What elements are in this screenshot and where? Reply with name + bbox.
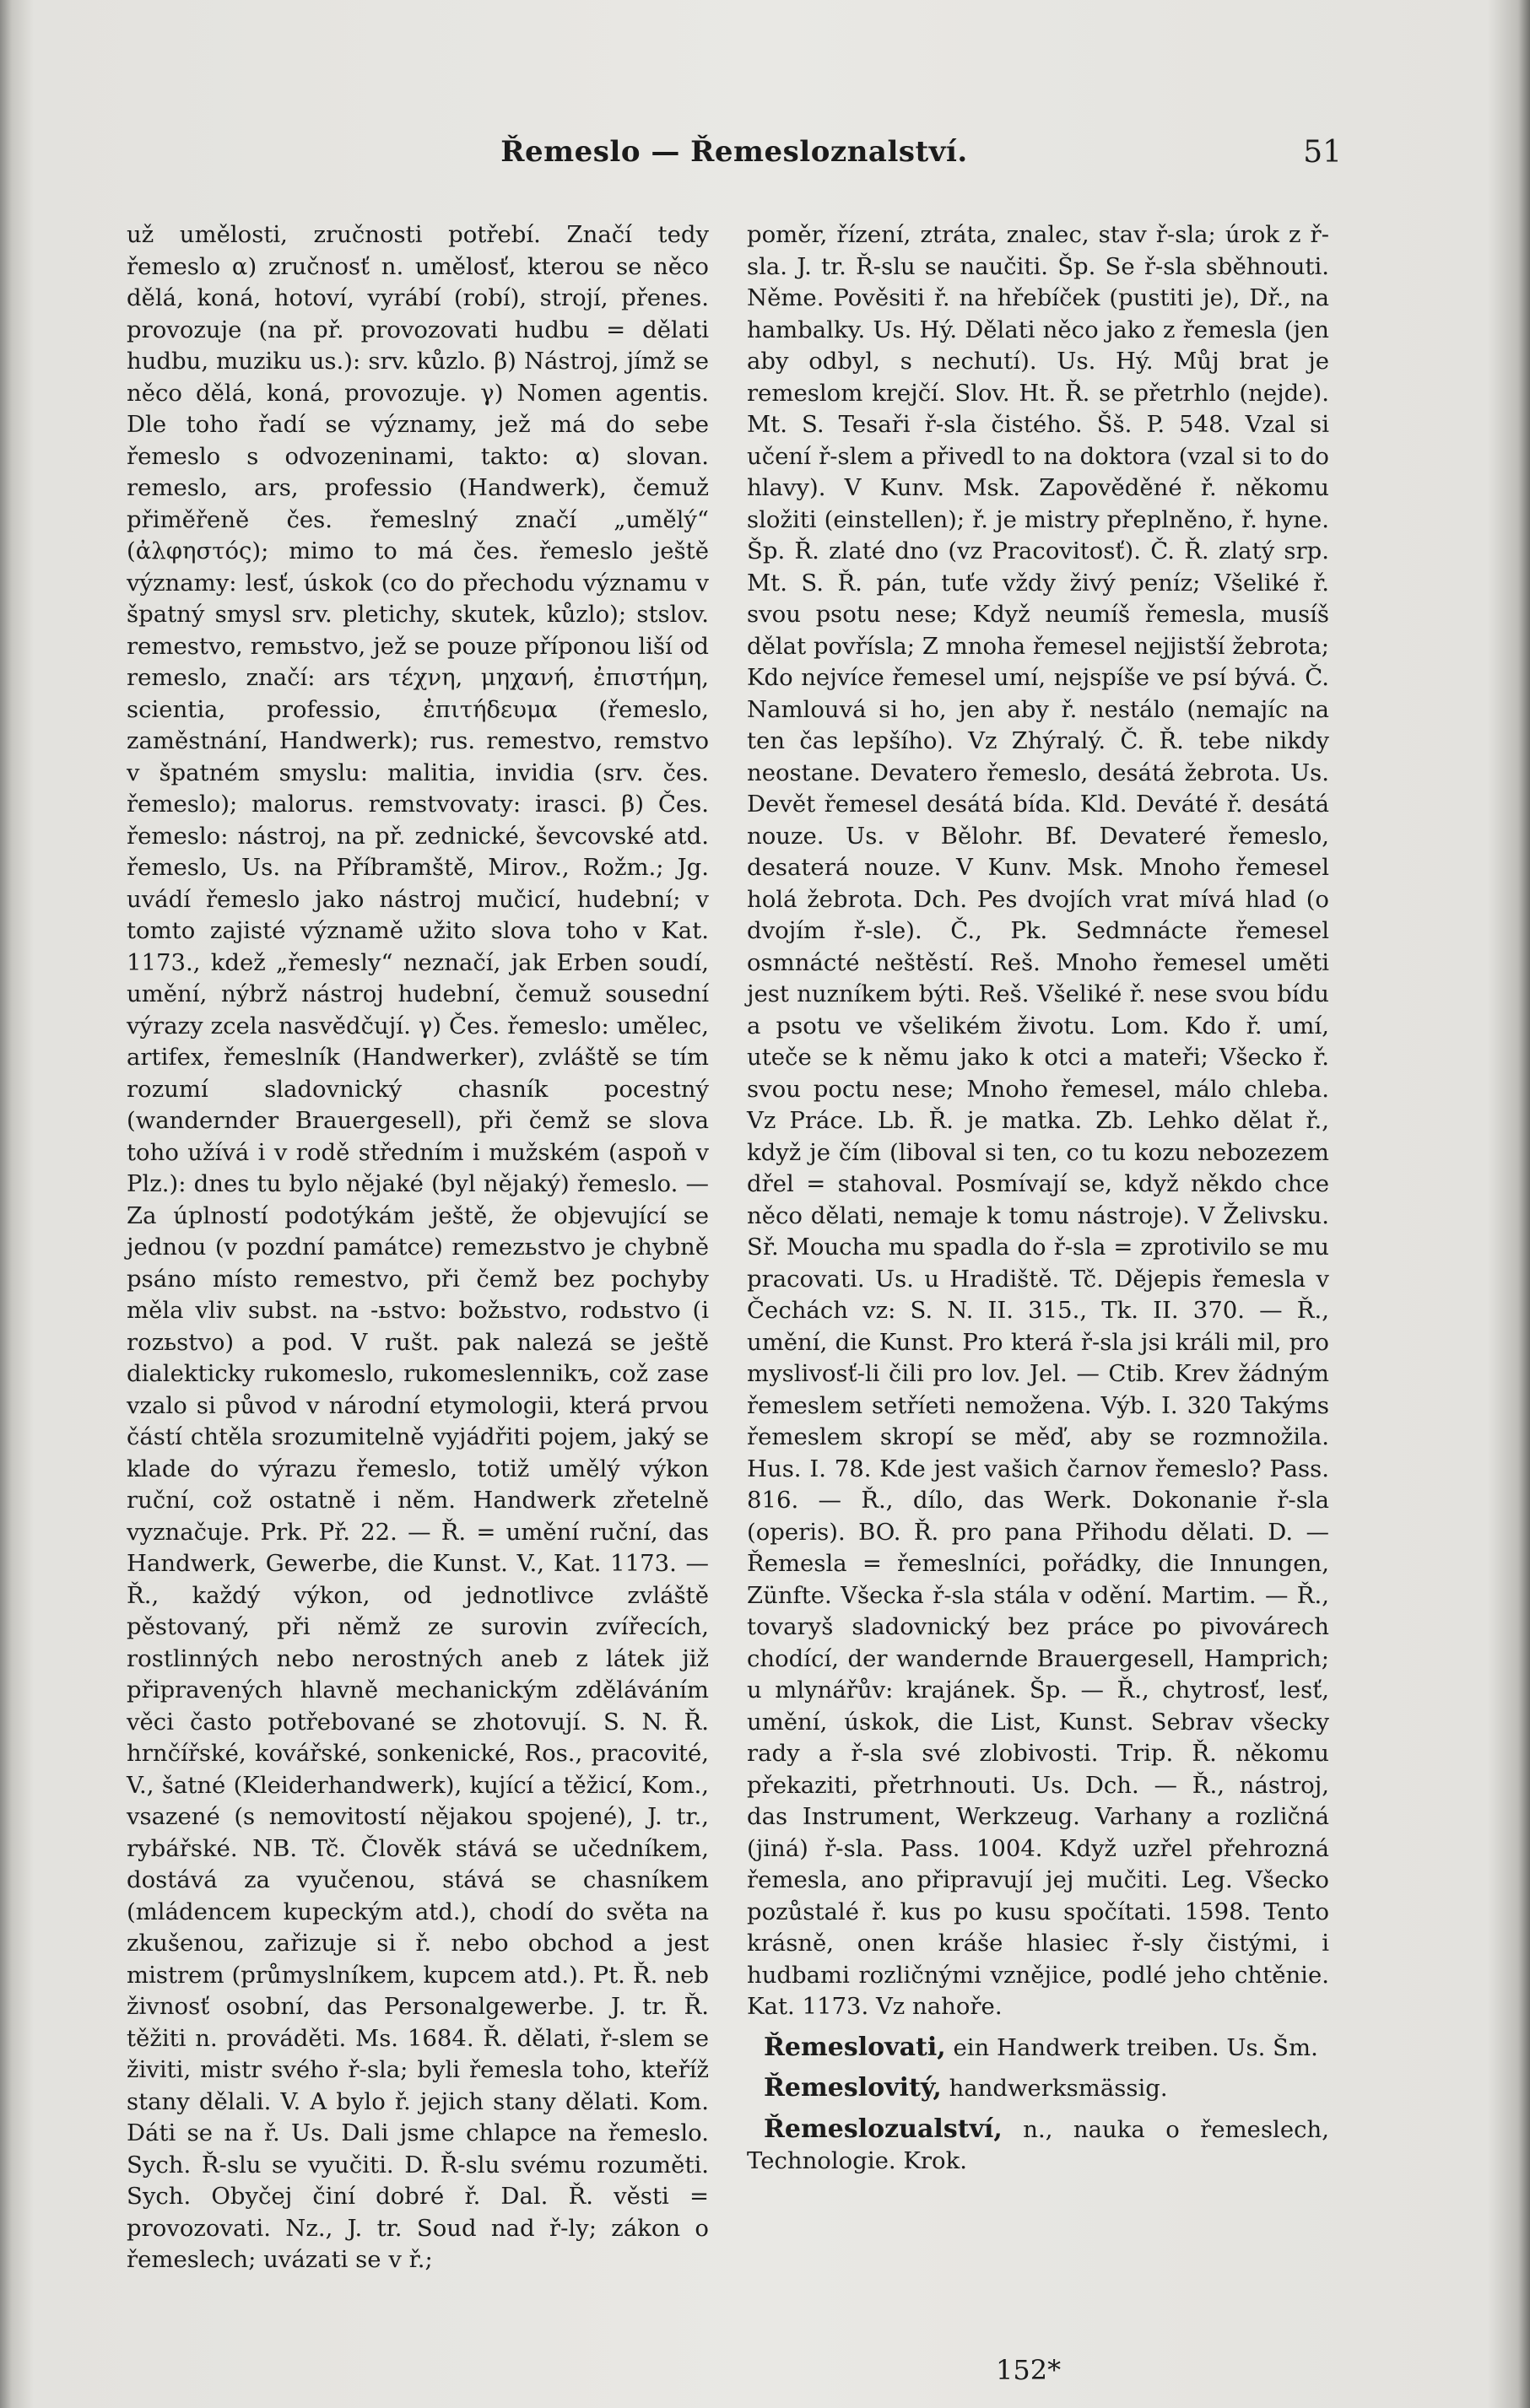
page-number: 51 xyxy=(1303,135,1342,170)
definition: handwerksmässig. xyxy=(949,2075,1168,2102)
left-column-text: už umělosti, zručnosti potřebí. Značí tedy řemeslo α) zručnosť n. umělosť, kterou se něco dělá, koná, hotoví, vyrábí (robí), strojí, přenes. provozuje (na př. provozovati hudbu = dělati hudbu, muziku us.): srv. kůzlo. β) Nástroj, jímž se něco dělá, koná, provozuje. γ) Nomen agentis. Dle toho řadí se významy, jež má do sebe řemeslo s odvozeninami, takto: α) slovan. remeslo, ars, professio (Handwerk), čemuž přiměřeně čes. řemeslný značí „umělý“ (ἀλφηστός); mimo to má čes. řemeslo ještě významy: lesť, úskok (co do přechodu významu v špatný smysl srv. pletichy, skutek, kůzlo); stslov. remestvo, remьstvo, jež se pouze příponou liší od remeslo, značí: ars τέχνη, μηχανή, ἐπιστήμη, scientia, professio, ἐπιτήδευμα (řemeslo, zaměstnání, Handwerk); rus. remestvo, remstvo v špatném smyslu: malitia, invidia (srv. čes. řemeslo); malorus. remstvovaty: irasci. β) Čes. řemeslo: nástroj, na př. zednické, ševcovské atd. řemeslo, Us. na Příbramště, Mirov., Rožm.; Jg. uvádí řemeslo jako nástroj mučicí, hudební; v tomto zajisté významě užito slova toho v Kat. 1173., kdež „řemesly“ neznačí, jak Erben soudí, umění, nýbrž nástroj hudební, čemuž sousední výrazy zcela nasvědčují. γ) Čes. řemeslo: umělec, artifex, řemeslník (Handwerker), zvláště se tím rozumí sladovnický chasník pocestný (wandernder Brauergesell), při čemž se slova toho užívá i v rodě středním i mužském (aspoň v Plz.): dnes tu bylo nějaké (byl nějaký) řemeslo. — Za úplností podotýkám ještě, že objevující se jednou (v pozdní památce) remezьstvo je chybně psáno místo remestvo, při čemž bez pochyby měla vliv subst. na -ьstvo: božьstvo, rodьstvo (i rozьstvo) a pod. V rušt. pak nalezá se ještě dialekticky rukomeslo, rukomeslennikъ, což zase vzalo si původ v národní etymologii, která prvou částí chtěla srozumitelně vyjádřiti pojem, jaký se klade do výrazu řemeslo, totiž umělý výkon ruční, což ostatně i něm. Handwerk zřetelně vyznačuje. Prk. Př. 22. — Ř. = umění ruční, das Handwerk, Gewerbe, die Kunst. V., Kat. 1173. — Ř., každý výkon, od jednotlivce zvláště pěstovaný, při němž ze surovin zvířecích, rostlinných nebo nerostných aneb z látek již připravených hlavně mechanickým zděláváním věci často potřebované se zhotovují. S. N. Ř. hrnčířské, kovářské, sonkenické, Ros., pracovité, V., šatné (Kleiderhandwerk), kující a těžicí, Kom., vsazené (s nemovitostí nějakou spojené), J. tr., rybářské. NB. Tč. Člověk stává se učedníkem, dostává za vyučenou, stává se chasníkem (mládencem kupeckým atd.), chodí do světa na zkušenou, zařizuje si ř. nebo obchod a jest mistrem (průmyslníkem, kupcem atd.). Pt. Ř. neb živnosť osobní, das Personalgewerbe. J. tr. Ř. těžiti n. prováděti. Ms. 1684. Ř. dělati, ř-slem se živiti, mistr svého ř-sla; byli řemesla toho, kteříž stany dělali. V. A bylo ř. jejich stany dělati. Kom. Dáti se na ř. Us. Dali jsme chlapce na řemeslo. Sych. Ř-slu se vyučiti. D. Ř-slu svému rozuměti. Sych. Obyčej činí dobré ř. Dal. Ř. věsti = provozovati. Nz., J. tr. Soud nad ř-ly; zákon o řemeslech; uvázati se v ř.; xyxy=(127,221,709,2273)
right-column xyxy=(747,219,1329,2178)
headword: Řemeslovitý, xyxy=(764,2073,942,2103)
entry-remeslozualstvi xyxy=(747,2114,1329,2178)
printer-signature-mark: 152* xyxy=(996,2354,1062,2386)
definition: ein Handwerk treiben. Us. Šm. xyxy=(953,2033,1318,2061)
entry-remeslovati xyxy=(747,2032,1329,2065)
left-column xyxy=(127,219,709,2276)
running-head-title: Řemeslo — Řemesloznalství. xyxy=(500,135,968,169)
definition: n., nauka o řemeslech, Technologie. Krok. xyxy=(747,2115,1329,2174)
headword: Řemeslovati, xyxy=(764,2032,946,2062)
running-head xyxy=(127,127,1342,177)
headword: Řemeslozualství, xyxy=(764,2114,1003,2144)
right-column-text: poměr, řízení, ztráta, znalec, stav ř-sla; úrok z ř-sla. J. tr. Ř-slu se naučiti. Šp. Se ř-sla sběhnouti. Něme. Pověsiti ř. na hřebíček (pustiti je), Dř., na hambalky. Us. Hý. Dělati něco jako z řemesla (jen aby odbyl, s nechutí). Us. Hý. Můj brat je remeslom krejčí. Slov. Ht. Ř. se přetrhlo (nejde). Mt. S. Tesaři ř-sla čistého. Šš. P. 548. Vzal si učení ř-slem a přivedl to na doktora (vzal si to do hlavy). V Kunv. Msk. Zapověděné ř. někomu složiti (einstellen); ř. je mistry přeplněno, ř. hyne. Šp. Ř. zlaté dno (vz Pracovitosť). Č. Ř. zlatý srp. Mt. S. Ř. pán, tuťe vždy živý peníz; Všeliké ř. svou psotu nese; Když neumíš řemesla, musíš dělat povřísla; Z mnoha řemesel nejjistší žebrota; Kdo nejvíce řemesel umí, nejspíše ve psí bývá. Č. Namlouvá si ho, jen aby ř. nestálo (nemajíc na ten čas lepšího). Vz Zhýralý. Č. Ř. tebe nikdy neostane. Devatero řemeslo, desátá žebrota. Us. Devět řemesel desátá bída. Kld. Deváté ř. desátá nouze. Us. v Bělohr. Bf. Devateré řemeslo, desaterá nouze. V Kunv. Msk. Mnoho řemesel holá žebrota. Dch. Pes dvojích vrat mívá hlad (o dvojím ř-sle). Č., Pk. Sedmnácte řemesel osmnácté neštěstí. Reš. Mnoho řemesel uměti jest nuzníkem býti. Reš. Všeliké ř. nese svou bídu a psotu ve všelikém životu. Lom. Kdo ř. umí, uteče se k němu jako k otci a mateři; Všecko ř. svou poctu nese; Mnoho řemesel, málo chleba. Vz Práce. Lb. Ř. je matka. Zb. Lehko dělat ř., když je čím (liboval si ten, co tu kozu nebozezem dřel = stahoval. Posmívají se, když někdo chce něco dělati, nemaje k tomu nástroje). V Želivsku. Sř. Moucha mu spadla do ř-sla = zprotivilo se mu pracovati. Us. u Hradiště. Tč. Dějepis řemesla v Čechách vz: S. N. II. 315., Tk. II. 370. — Ř., umění, die Kunst. Pro která ř-sla jsi králi mil, pro myslivosť-li čili pro lov. Jel. — Ctib. Krev žádným řemeslem setříeti nemožena. Výb. I. 320 Takýms řemeslem skropí se měď, aby se rozmnožila. Hus. I. 78. Kde jest vašich čarnov řemeslo? Pass. 816. — Ř., dílo, das Werk. Dokonanie ř-sla (operis). BO. Ř. pro pana Přihodu dělati. D. — Řemesla = řemeslníci, pořádky, die Innungen, Zünfte. Všecka ř-sla stála v odění. Martim. — Ř., tovaryš sladovnický bez práce po pivovárech chodící, der wandernde Brauergesell, Hamprich; u mlynářův: krajánek. Šp. — Ř., chytrosť, lesť, umění, úskok, die List, Kunst. Sebrav všecky rady a ř-sla své zlobivosti. Trip. Ř. někomu překaziti, přetrhnouti. Us. Dch. — Ř., nástroj, das Instrument, Werkzeug. Varhany a rozličná (jiná) ř-sla. Pass. 1004. Když uzřel přehrozná řemesla, ano připravují jej mučiti. Leg. Všecko pozůstalé ř. kus po kusu spočítati. 1598. Tento krásně, onen kráše hlasiec ř-sly čistými, i hudbami rozličnými vznějice, podlé jeho chtěnie. Kat. 1173. Vz nahoře. xyxy=(747,221,1329,2020)
entry-remeslovity xyxy=(747,2072,1329,2105)
